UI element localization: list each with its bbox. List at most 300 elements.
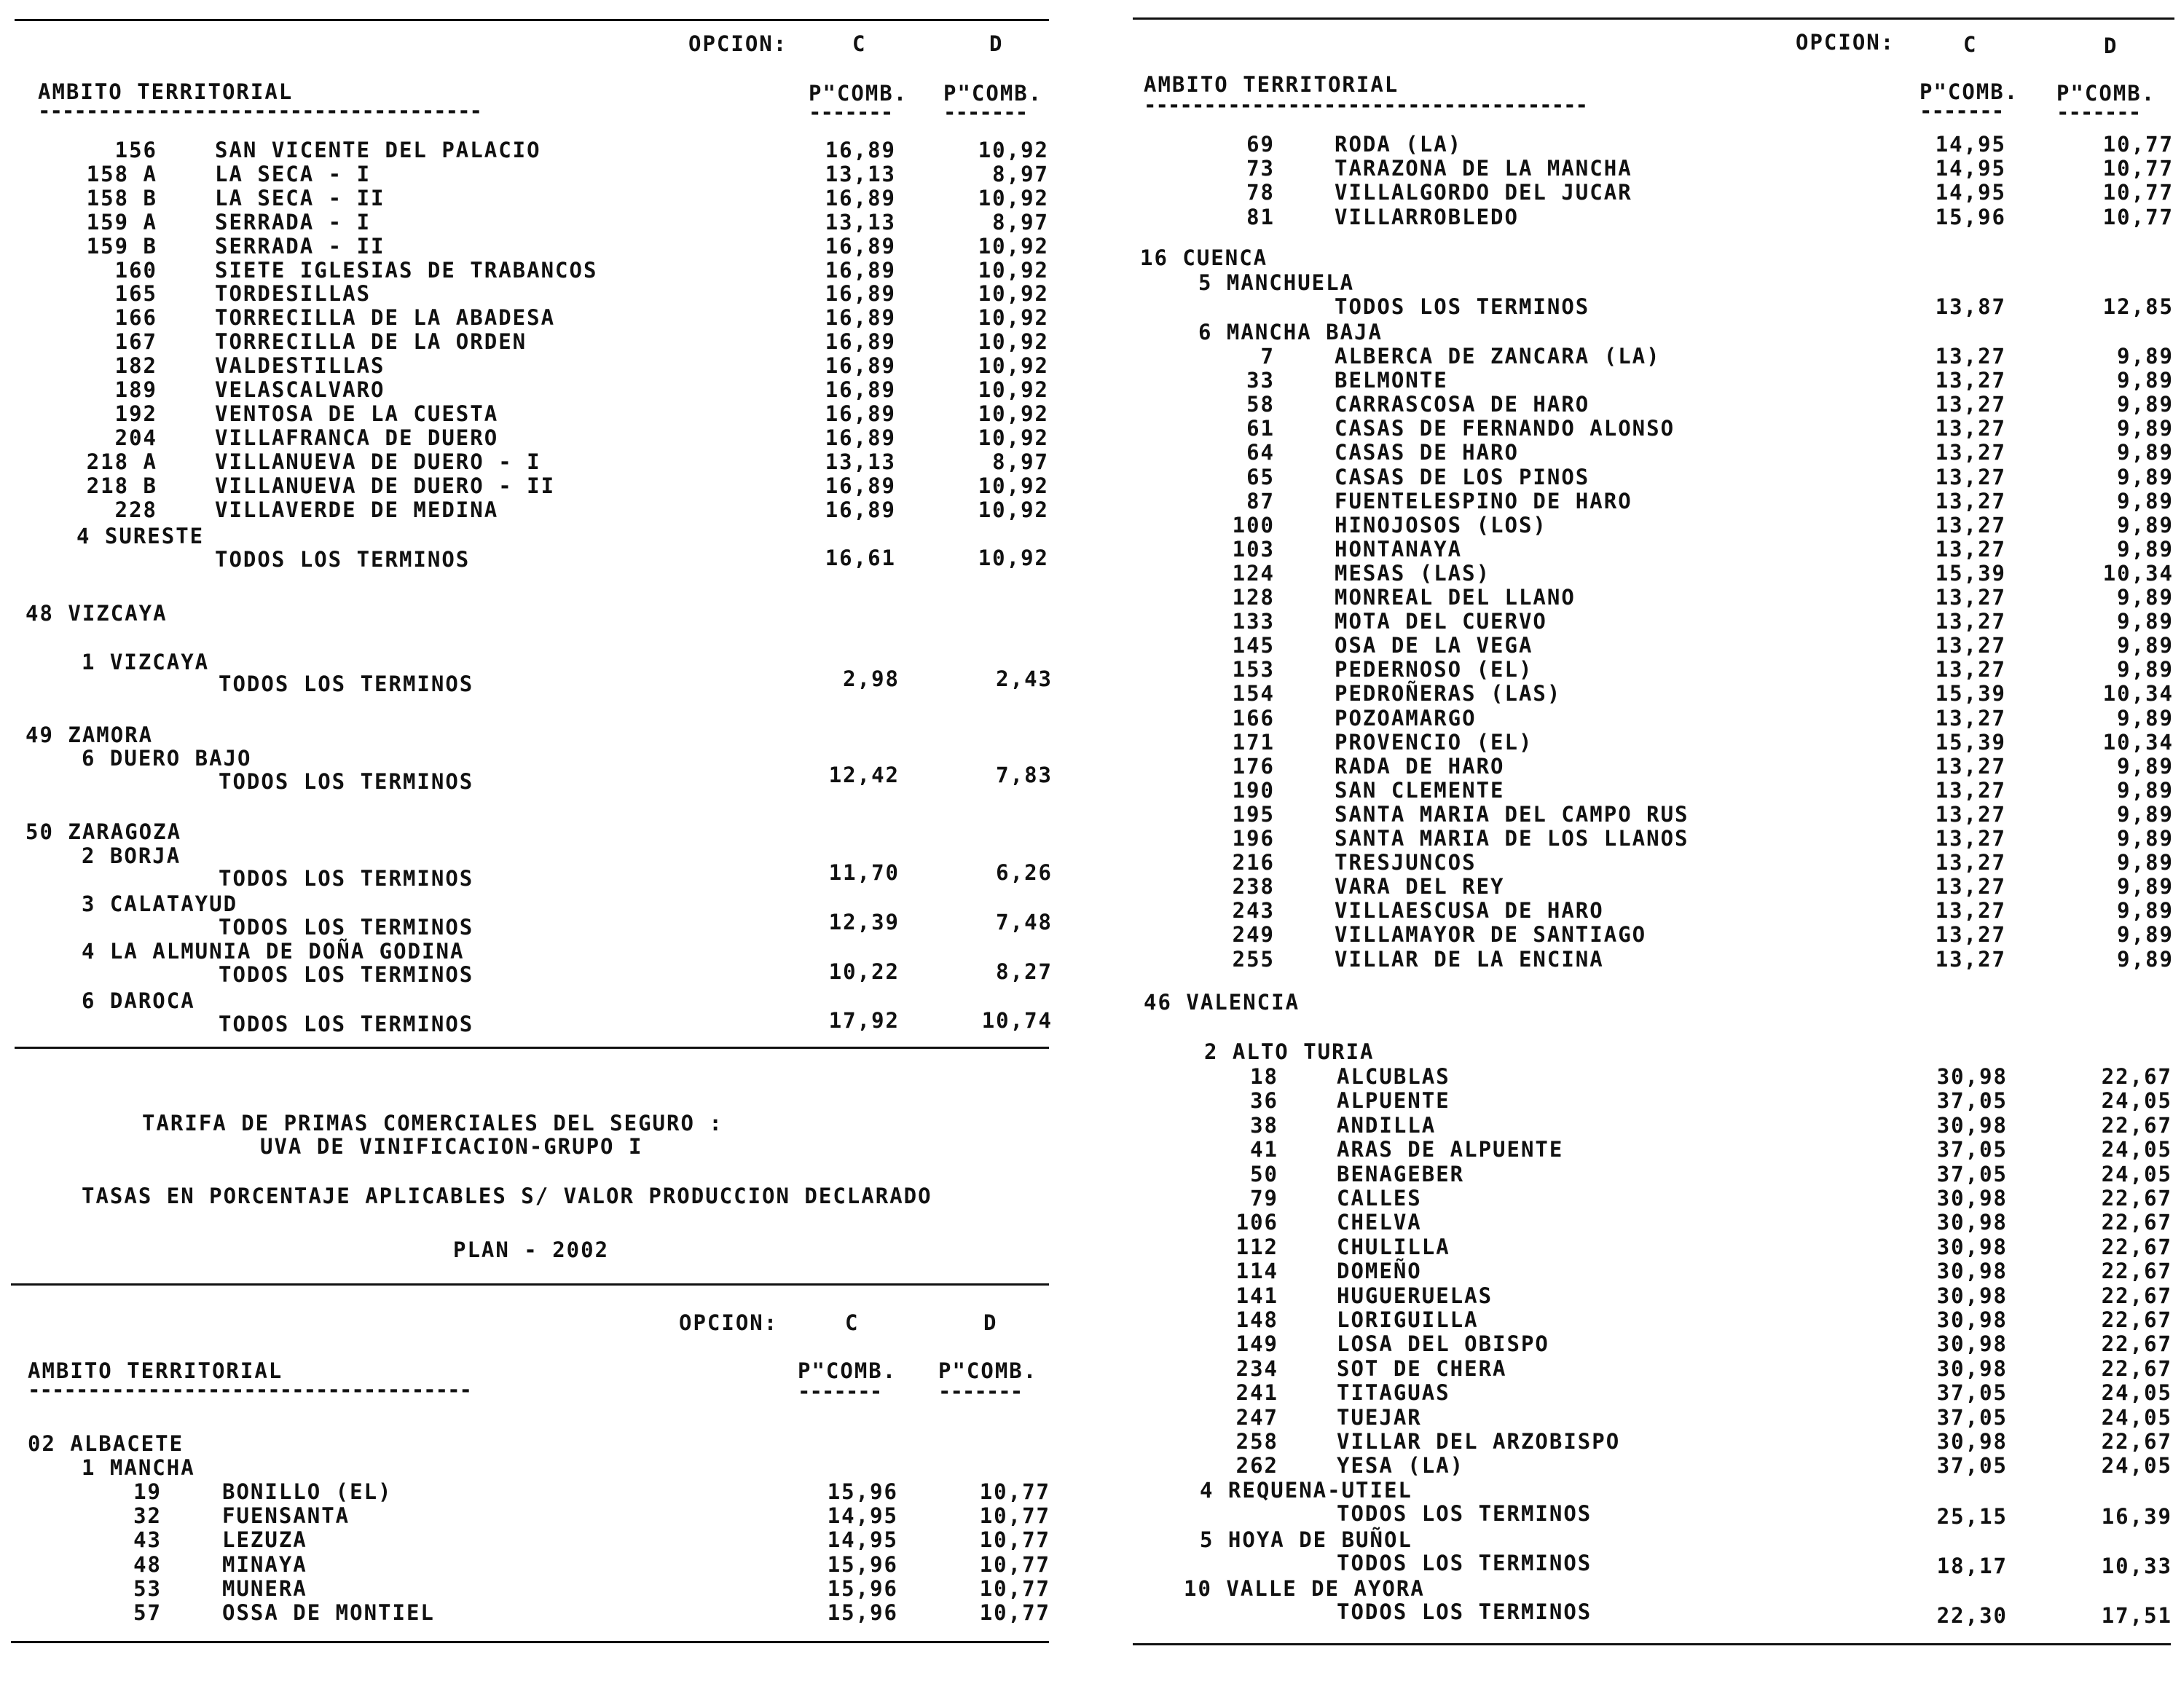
row-name: SANTA MARIA DE LOS LLANOS	[1335, 826, 1689, 851]
row-d-value: 24,05	[2101, 1380, 2172, 1406]
c-dashes: -------	[809, 100, 893, 125]
top-rule	[1133, 17, 2174, 20]
row-name: PEDERNOSO (EL)	[1335, 657, 1533, 682]
row-name: VARA DEL REY	[1335, 874, 1505, 900]
row-code: 78	[1246, 180, 1275, 205]
province-zaragoza: 50 ZARAGOZA	[25, 819, 182, 844]
row-name: TORRECILLA DE LA ORDEN	[215, 329, 527, 355]
row-d-value: 22,67	[2101, 1210, 2172, 1235]
row-code: 124	[1232, 560, 1275, 586]
row-d-value: 9,89	[2117, 753, 2174, 779]
bottom-rule	[11, 1641, 1049, 1643]
row-code: 43	[133, 1527, 162, 1553]
row-name: OSSA DE MONTIEL	[222, 1600, 435, 1625]
row-name: CHULILLA	[1337, 1234, 1450, 1259]
row-code: 53	[133, 1575, 162, 1601]
row-code: 61	[1246, 416, 1275, 441]
row-name: TUEJAR	[1337, 1404, 1422, 1430]
comarca-mancha-baja: 6 MANCHA BAJA	[1198, 320, 1383, 345]
row-d-value: 9,89	[2117, 826, 2174, 851]
row-code: 158 B	[86, 185, 157, 210]
row-d-value: 9,89	[2117, 609, 2174, 634]
row-name: FUENSANTA	[222, 1503, 350, 1529]
row-code: 133	[1232, 609, 1275, 634]
row-d-value: 10,77	[2102, 156, 2174, 181]
row-c-value: 13,27	[1935, 898, 2006, 924]
row-d-value: 10,92	[978, 329, 1049, 355]
row-c-value: 13,27	[1935, 826, 2006, 851]
title-line-1: TARIFA DE PRIMAS COMERCIALES DEL SEGURO :	[142, 1111, 723, 1136]
row-code: 36	[1250, 1088, 1278, 1114]
opcion-label: OPCION:	[1796, 30, 1895, 55]
comarca-duero-bajo: 6 DUERO BAJO	[82, 746, 252, 771]
row-d-value: 8,97	[992, 449, 1049, 474]
row-name: TODOS LOS TERMINOS	[219, 915, 474, 940]
row-d-value: 24,05	[2101, 1453, 2172, 1479]
row-code: 18	[1250, 1064, 1278, 1089]
row-c-value: 13,27	[1935, 705, 2006, 731]
comarca-vizcaya: 1 VIZCAYA	[82, 650, 210, 674]
row-d-value: 9,89	[2117, 633, 2174, 658]
row-code: 58	[1246, 392, 1275, 417]
row-c-value: 15,96	[1935, 204, 2006, 229]
row-name: PROVENCIO (EL)	[1335, 729, 1533, 755]
row-d-value: 9,89	[2117, 464, 2174, 489]
row-name: ALCUBLAS	[1337, 1064, 1450, 1089]
row-code: 166	[1232, 705, 1275, 731]
row-name: TODOS LOS TERMINOS	[219, 866, 474, 891]
row-c-value: 10,22	[828, 959, 900, 984]
row-code: 238	[1232, 874, 1275, 900]
row-code: 141	[1235, 1283, 1278, 1308]
row-c-value: 2,98	[843, 666, 900, 691]
comarca-calatayud: 3 CALATAYUD	[82, 892, 238, 916]
row-c-value: 25,15	[1936, 1504, 2008, 1529]
row-c-value: 16,89	[825, 473, 896, 498]
row-code: 103	[1232, 536, 1275, 562]
row-code: 255	[1232, 946, 1275, 972]
row-name: CASAS DE LOS PINOS	[1335, 464, 1590, 489]
col-d-header: D	[2104, 34, 2118, 58]
row-d-value: 24,05	[2101, 1137, 2172, 1162]
province-valencia: 46 VALENCIA	[1144, 990, 1300, 1015]
ambito-dashes: -------------------------------------	[28, 1377, 472, 1402]
comarca-manchuela: 5 MANCHUELA	[1198, 270, 1355, 295]
row-d-value: 10,77	[979, 1600, 1050, 1625]
row-c-value: 14,95	[1935, 180, 2006, 205]
province-cuenca: 16 CUENCA	[1140, 245, 1268, 270]
row-d-value: 9,89	[2117, 536, 2174, 562]
row-name: ALBERCA DE ZANCARA (LA)	[1335, 344, 1661, 369]
row-code: 228	[114, 497, 157, 522]
row-c-value: 13,27	[1935, 464, 2006, 489]
row-name: TODOS LOS TERMINOS	[1335, 294, 1590, 319]
row-name: HONTANAYA	[1335, 536, 1463, 562]
row-name: MONREAL DEL LLANO	[1335, 585, 1576, 610]
row-c-value: 37,05	[1936, 1380, 2008, 1406]
row-code: 167	[114, 329, 157, 355]
row-d-value: 8,97	[992, 161, 1049, 186]
row-d-value: 10,92	[978, 353, 1049, 379]
right-column	[1111, 0, 2181, 1708]
row-code: 149	[1235, 1331, 1278, 1357]
row-name: TARAZONA DE LA MANCHA	[1335, 156, 1632, 181]
row-c-value: 37,05	[1936, 1404, 2008, 1430]
row-name: VILLAR DEL ARZOBISPO	[1337, 1429, 1621, 1454]
row-name: VILLAFRANCA DE DUERO	[215, 425, 499, 450]
row-name: BONILLO (EL)	[222, 1479, 393, 1504]
row-d-value: 10,33	[2101, 1554, 2172, 1578]
row-name: TODOS LOS TERMINOS	[219, 1012, 474, 1036]
row-code: 57	[133, 1600, 162, 1625]
row-name: POZOAMARGO	[1335, 705, 1477, 731]
row-name: DOMEÑO	[1337, 1259, 1422, 1284]
row-d-value: 9,89	[2117, 777, 2174, 803]
row-d-value: 22,67	[2101, 1331, 2172, 1357]
row-c-value: 37,05	[1936, 1453, 2008, 1479]
row-code: 100	[1232, 512, 1275, 538]
row-d-value: 10,92	[978, 377, 1049, 402]
row-name: TODOS LOS TERMINOS	[219, 769, 474, 794]
row-code: 69	[1246, 132, 1275, 157]
row-c-value: 13,27	[1935, 440, 2006, 465]
row-name: CHELVA	[1337, 1210, 1422, 1235]
row-c-value: 11,70	[828, 860, 900, 885]
d-dashes: -------	[938, 1379, 1023, 1404]
row-name: LORIGUILLA	[1337, 1307, 1479, 1332]
row-code: 165	[114, 281, 157, 307]
row-name: VILLAR DE LA ENCINA	[1335, 946, 1604, 972]
row-code: 171	[1232, 729, 1275, 755]
row-d-value: 10,77	[979, 1527, 1050, 1553]
row-code: 87	[1246, 488, 1275, 513]
row-code: 160	[114, 257, 157, 283]
row-code: 148	[1235, 1307, 1278, 1332]
row-name: SANTA MARIA DEL CAMPO RUS	[1335, 801, 1689, 827]
row-c-value: 18,17	[1936, 1554, 2008, 1578]
pcomb-d-header: P"COMB.	[938, 1358, 1038, 1383]
row-name: MINAYA	[222, 1551, 307, 1577]
row-code: 145	[1232, 633, 1275, 658]
bottom-rule	[1133, 1643, 2171, 1645]
row-name: LA SECA - II	[215, 185, 385, 210]
row-c-value: 13,27	[1935, 946, 2006, 972]
row-name: TODOS LOS TERMINOS	[1337, 1551, 1592, 1575]
comarca-alto-turia: 2 ALTO TURIA	[1204, 1039, 1375, 1064]
row-name: CASAS DE HARO	[1335, 440, 1519, 465]
comarca-valle-ayora: 10 VALLE DE AYORA	[1184, 1576, 1425, 1601]
row-code: 7	[1260, 344, 1275, 369]
row-name: VELASCALVARO	[215, 377, 385, 402]
row-code: 218 A	[86, 449, 157, 474]
row-c-value: 13,13	[825, 449, 896, 474]
comarca-sureste: 4 SURESTE	[76, 524, 205, 548]
row-code: 247	[1235, 1404, 1278, 1430]
row-d-value: 2,43	[996, 666, 1053, 691]
row-c-value: 13,27	[1935, 850, 2006, 875]
row-c-value: 17,92	[828, 1008, 900, 1033]
title-line-2: UVA DE VINIFICACION-GRUPO I	[260, 1134, 643, 1159]
row-d-value: 9,89	[2117, 946, 2174, 972]
row-d-value: 10,92	[978, 305, 1049, 331]
row-code: 65	[1246, 464, 1275, 489]
row-c-value: 37,05	[1936, 1161, 2008, 1186]
row-code: 176	[1232, 753, 1275, 779]
row-code: 195	[1232, 801, 1275, 827]
row-c-value: 15,96	[827, 1600, 898, 1625]
row-name: LOSA DEL OBISPO	[1337, 1331, 1549, 1357]
row-c-value: 15,96	[827, 1575, 898, 1601]
row-d-value: 22,67	[2101, 1259, 2172, 1284]
row-c-value: 16,61	[825, 546, 896, 570]
row-c-value: 13,27	[1935, 368, 2006, 393]
ambito-header: AMBITO TERRITORIAL	[28, 1358, 283, 1383]
row-name: TODOS LOS TERMINOS	[215, 547, 471, 572]
row-code: 48	[133, 1551, 162, 1577]
top-rule	[15, 19, 1049, 21]
row-d-value: 17,51	[2101, 1603, 2172, 1628]
row-code: 50	[1250, 1161, 1278, 1186]
row-d-value: 22,67	[2101, 1429, 2172, 1454]
row-d-value: 22,67	[2101, 1355, 2172, 1381]
row-code: 112	[1235, 1234, 1278, 1259]
row-d-value: 10,77	[979, 1479, 1050, 1504]
row-c-value: 15,96	[827, 1551, 898, 1577]
row-name: VILLAVERDE DE MEDINA	[215, 497, 499, 522]
row-name: VALDESTILLAS	[215, 353, 385, 379]
row-c-value: 16,89	[825, 185, 896, 210]
row-c-value: 37,05	[1936, 1137, 2008, 1162]
row-name: LEZUZA	[222, 1527, 307, 1553]
row-d-value: 9,89	[2117, 344, 2174, 369]
row-c-value: 14,95	[827, 1503, 898, 1529]
row-c-value: 16,89	[825, 233, 896, 259]
d-dashes: -------	[943, 100, 1028, 125]
row-d-value: 9,89	[2117, 488, 2174, 513]
row-name: VILLAESCUSA DE HARO	[1335, 898, 1604, 924]
row-c-value: 14,95	[1935, 156, 2006, 181]
row-name: LA SECA - I	[215, 161, 372, 186]
row-d-value: 10,34	[2102, 681, 2174, 707]
row-code: 114	[1235, 1259, 1278, 1284]
row-c-value: 13,27	[1935, 801, 2006, 827]
row-c-value: 37,05	[1936, 1088, 2008, 1114]
comarca-hoya-bunol: 5 HOYA DE BUÑOL	[1200, 1527, 1412, 1552]
row-c-value: 16,89	[825, 138, 896, 162]
row-d-value: 24,05	[2101, 1088, 2172, 1114]
row-c-value: 30,98	[1936, 1283, 2008, 1308]
row-name: PEDROÑERAS (LAS)	[1335, 681, 1562, 707]
row-d-value: 10,77	[979, 1503, 1050, 1529]
row-d-value: 9,89	[2117, 585, 2174, 610]
row-code: 241	[1235, 1380, 1278, 1406]
row-code: 166	[114, 305, 157, 331]
row-name: OSA DE LA VEGA	[1335, 633, 1533, 658]
row-c-value: 30,98	[1936, 1331, 2008, 1357]
row-name: TODOS LOS TERMINOS	[1337, 1599, 1592, 1624]
row-name: YESA (LA)	[1337, 1453, 1465, 1479]
title-line-3: TASAS EN PORCENTAJE APLICABLES S/ VALOR PRODUCCION DECLARADO	[82, 1184, 932, 1208]
row-code: 258	[1235, 1429, 1278, 1454]
comarca-daroca: 6 DAROCA	[82, 988, 195, 1013]
province-vizcaya: 48 VIZCAYA	[25, 601, 168, 626]
row-c-value: 13,27	[1935, 344, 2006, 369]
row-c-value: 13,27	[1935, 536, 2006, 562]
row-c-value: 16,89	[825, 425, 896, 450]
opcion-label: OPCION:	[688, 31, 788, 56]
row-d-value: 9,89	[2117, 850, 2174, 875]
row-d-value: 10,92	[978, 401, 1049, 426]
row-d-value: 10,92	[978, 138, 1049, 162]
pcomb-d-header: P"COMB.	[943, 81, 1043, 106]
row-d-value: 10,92	[978, 546, 1049, 570]
row-code: 159 B	[86, 233, 157, 259]
row-code: 81	[1246, 204, 1275, 229]
row-c-value: 12,39	[828, 910, 900, 934]
row-d-value: 10,74	[981, 1008, 1053, 1033]
comarca-requena: 4 REQUENA-UTIEL	[1200, 1478, 1412, 1503]
row-c-value: 12,42	[828, 763, 900, 787]
row-code: 190	[1232, 777, 1275, 803]
row-d-value: 10,92	[978, 497, 1049, 522]
row-d-value: 22,67	[2101, 1186, 2172, 1211]
row-d-value: 9,89	[2117, 368, 2174, 393]
row-c-value: 30,98	[1936, 1259, 2008, 1284]
row-d-value: 24,05	[2101, 1404, 2172, 1430]
row-name: MOTA DEL CUERVO	[1335, 609, 1547, 634]
row-d-value: 10,77	[979, 1551, 1050, 1577]
row-name: VILLALGORDO DEL JUCAR	[1335, 180, 1632, 205]
row-code: 159 A	[86, 209, 157, 235]
row-d-value: 10,77	[2102, 204, 2174, 229]
mid-rule	[15, 1047, 1049, 1049]
row-d-value: 9,89	[2117, 922, 2174, 948]
ambito-dashes: -------------------------------------	[38, 98, 482, 123]
row-d-value: 10,92	[978, 185, 1049, 210]
row-code: 158 A	[86, 161, 157, 186]
row-c-value: 16,89	[825, 401, 896, 426]
row-code: 192	[114, 401, 157, 426]
row-d-value: 9,89	[2117, 705, 2174, 731]
row-name: TRESJUNCOS	[1335, 850, 1477, 875]
ambito-dashes: -------------------------------------	[1144, 93, 1588, 117]
row-d-value: 7,83	[996, 763, 1053, 787]
row-c-value: 13,27	[1935, 488, 2006, 513]
row-d-value: 10,77	[2102, 180, 2174, 205]
row-c-value: 13,27	[1935, 922, 2006, 948]
row-c-value: 16,89	[825, 281, 896, 307]
row-c-value: 16,89	[825, 305, 896, 331]
comarca-mancha: 1 MANCHA	[82, 1455, 195, 1480]
row-name: HUGUERUELAS	[1337, 1283, 1493, 1308]
row-c-value: 13,13	[825, 161, 896, 186]
row-c-value: 13,27	[1935, 777, 2006, 803]
row-code: 128	[1232, 585, 1275, 610]
row-code: 182	[114, 353, 157, 379]
col-c-header: C	[852, 31, 867, 56]
row-d-value: 22,67	[2101, 1234, 2172, 1259]
d-dashes: -------	[2056, 100, 2141, 125]
row-code: 262	[1235, 1453, 1278, 1479]
row-d-value: 10,92	[978, 473, 1049, 498]
row-d-value: 9,89	[2117, 512, 2174, 538]
row-code: 64	[1246, 440, 1275, 465]
col-d-header: D	[983, 1310, 998, 1335]
row-name: VILLANUEVA DE DUERO - II	[215, 473, 556, 498]
row-name: BELMONTE	[1335, 368, 1448, 393]
row-d-value: 9,89	[2117, 898, 2174, 924]
row-code: 41	[1250, 1137, 1278, 1162]
row-name: VILLARROBLEDO	[1335, 204, 1519, 229]
row-c-value: 13,27	[1935, 416, 2006, 441]
pcomb-c-header: P"COMB.	[798, 1358, 897, 1383]
col-d-header: D	[989, 31, 1004, 56]
row-d-value: 22,67	[2101, 1112, 2172, 1138]
row-name: ARAS DE ALPUENTE	[1337, 1137, 1564, 1162]
row-d-value: 10,92	[978, 257, 1049, 283]
row-name: TORDESILLAS	[215, 281, 372, 307]
row-c-value: 14,95	[827, 1527, 898, 1553]
col-c-header: C	[1963, 32, 1978, 57]
row-code: 249	[1232, 922, 1275, 948]
plan-label: PLAN - 2002	[453, 1237, 610, 1262]
row-c-value: 16,89	[825, 329, 896, 355]
opcion-label: OPCION:	[679, 1310, 779, 1335]
row-d-value: 7,48	[996, 910, 1053, 934]
row-name: CALLES	[1337, 1186, 1422, 1211]
row-d-value: 10,34	[2102, 560, 2174, 586]
row-name: TORRECILLA DE LA ABADESA	[215, 305, 556, 331]
row-c-value: 13,27	[1935, 512, 2006, 538]
row-d-value: 10,92	[978, 281, 1049, 307]
row-code: 38	[1250, 1112, 1278, 1138]
row-name: CARRASCOSA DE HARO	[1335, 392, 1590, 417]
second-top-rule	[11, 1283, 1049, 1286]
row-name: TODOS LOS TERMINOS	[1337, 1501, 1592, 1526]
row-c-value: 30,98	[1936, 1186, 2008, 1211]
comarca-almunia: 4 LA ALMUNIA DE DOÑA GODINA	[82, 939, 465, 964]
row-name: FUENTELESPINO DE HARO	[1335, 488, 1632, 513]
row-code: 33	[1246, 368, 1275, 393]
row-code: 204	[114, 425, 157, 450]
row-name: ALPUENTE	[1337, 1088, 1450, 1114]
row-name: VILLANUEVA DE DUERO - I	[215, 449, 541, 474]
row-code: 189	[114, 377, 157, 402]
left-column	[0, 0, 1071, 1708]
col-c-header: C	[845, 1310, 860, 1335]
row-code: 234	[1235, 1355, 1278, 1381]
c-dashes: -------	[1919, 98, 2004, 123]
row-name: VILLAMAYOR DE SANTIAGO	[1335, 922, 1647, 948]
row-d-value: 10,92	[978, 233, 1049, 259]
row-d-value: 24,05	[2101, 1161, 2172, 1186]
comarca-borja: 2 BORJA	[82, 843, 181, 868]
row-name: CASAS DE FERNANDO ALONSO	[1335, 416, 1675, 441]
row-c-value: 22,30	[1936, 1603, 2008, 1628]
row-code: 79	[1250, 1186, 1278, 1211]
row-d-value: 9,89	[2117, 440, 2174, 465]
row-c-value: 15,39	[1935, 681, 2006, 707]
row-c-value: 14,95	[1935, 132, 2006, 157]
row-name: TODOS LOS TERMINOS	[219, 962, 474, 987]
row-c-value: 16,89	[825, 497, 896, 522]
row-d-value: 10,34	[2102, 729, 2174, 755]
row-d-value: 10,77	[979, 1575, 1050, 1601]
row-c-value: 13,27	[1935, 874, 2006, 900]
row-name: TODOS LOS TERMINOS	[219, 672, 474, 696]
row-d-value: 10,77	[2102, 132, 2174, 157]
row-d-value: 9,89	[2117, 392, 2174, 417]
